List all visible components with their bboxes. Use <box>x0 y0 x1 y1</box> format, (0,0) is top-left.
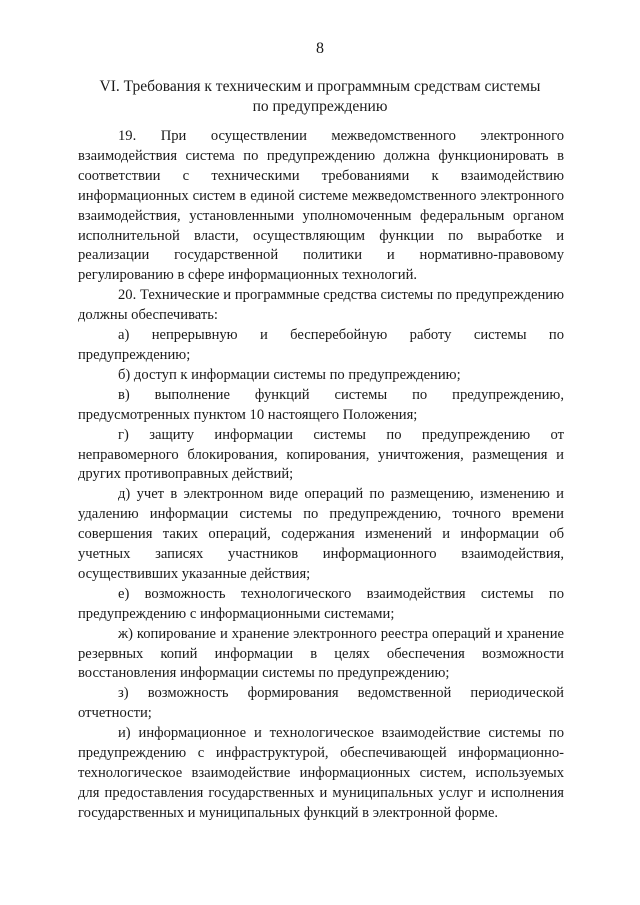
list-item-i: и) информационное и технологическое взаимодействие системы по предупреждению с инфраструктурой, обеспечивающей информационно-технологическое взаимодействие информационных систем, используемых для предоставления государственных и муниципальных услуг и исполнения государственных и муниципальных функций в электронной форме. <box>78 725 564 821</box>
page-number: 8 <box>316 40 324 57</box>
section-heading <box>60 77 580 117</box>
list-item-v: в) выполнение функций системы по предупреждению, предусмотренных пунктом 10 настоящего Положения; <box>78 386 564 423</box>
document-body <box>78 127 564 824</box>
paragraph-19: 19. При осуществлении межведомственного электронного взаимодействия система по предупреждению должна функционировать в соответствии с техническими требованиями к взаимодействию информационных систем в единой системе межведомственного электронного взаимодействия, установленными уполномоченным федеральным органом исполнительной власти, осуществляющим функции по выработке и реализации государственной политики и нормативно-правовому регулированию в сфере информационных технологий. <box>78 128 564 284</box>
list-item-a: а) непрерывную и бесперебойную работу системы по предупреждению; <box>78 327 564 363</box>
list-item-d: д) учет в электронном виде операций по размещению, изменению и удалению информации системы по предупреждению, точного времени совершения таких операций, содержания изменений и информации об учетных записях участников информационного взаимодействия, осуществивших указанные действия; <box>78 486 564 582</box>
section-heading-line-2: по предупреждению <box>252 98 388 115</box>
list-item-b: б) доступ к информации системы по предупреждению; <box>118 366 461 383</box>
list-item-e: е) возможность технологического взаимодействия системы по предупреждению с информационными системами; <box>78 585 564 622</box>
paragraph-20: 20. Технические и программные средства системы по предупреждению должны обеспечивать: <box>78 287 564 324</box>
section-heading-line-1: VI. Требования к техническим и программным средствам системы <box>99 78 541 95</box>
list-item-g: г) защиту информации системы по предупреждению от неправомерного блокирования, копирования, уничтожения, размещения и других противоправных действий; <box>78 426 564 483</box>
list-item-zh: ж) копирование и хранение электронного реестра операций и хранение резервных копий информации в целях обеспечения возможности восстановления информации системы по предупреждению; <box>78 625 564 682</box>
list-item-z: з) возможность формирования ведомственной периодической отчетности; <box>78 685 564 722</box>
